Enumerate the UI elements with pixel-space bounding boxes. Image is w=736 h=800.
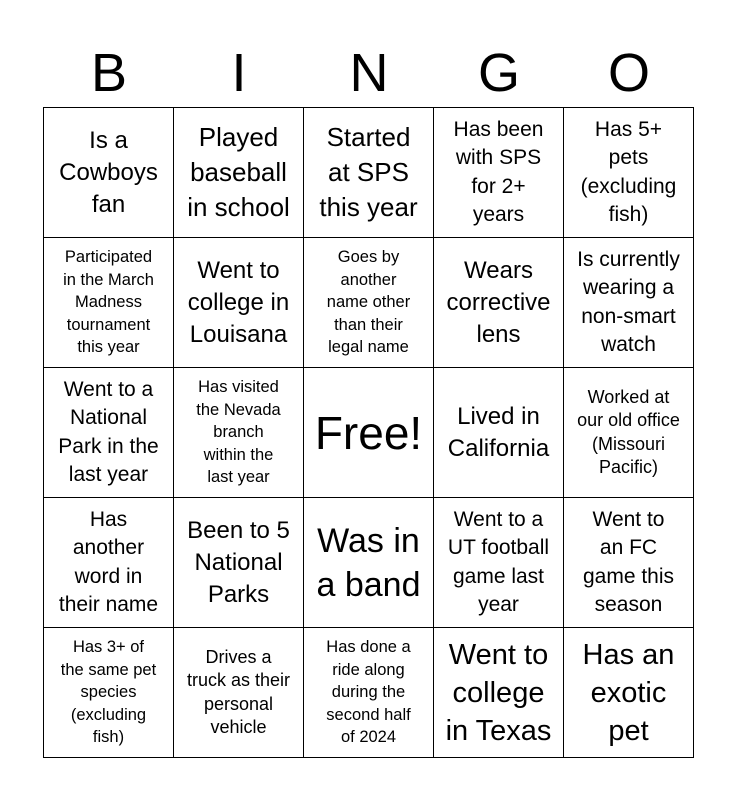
bingo-cell-r1c3[interactable] (304, 108, 434, 238)
bingo-cell-r5c2[interactable] (174, 628, 304, 758)
cell-text: Worked at our old office (Missouri Pacific) (577, 386, 680, 477)
bingo-cell-r3c2[interactable] (174, 368, 304, 498)
bingo-cell-r4c5[interactable] (564, 498, 694, 628)
cell-text: Lived in California (447, 402, 550, 462)
cell-text: Drives a truck as their personal vehicle (186, 646, 291, 737)
cell-text: Went to a National Park in the last year (58, 377, 159, 486)
cell-text: Is a Cowboys fan (59, 126, 158, 218)
bingo-cell-r2c2[interactable] (174, 238, 304, 368)
bingo-cell-r1c4[interactable] (434, 108, 564, 238)
bingo-header (44, 38, 694, 108)
bingo-cell-r2c1[interactable] (44, 238, 174, 368)
bingo-cell-r1c2[interactable] (174, 108, 304, 238)
bingo-cell-r4c3[interactable] (304, 498, 434, 628)
bingo-cell-r5c1[interactable] (44, 628, 174, 758)
cell-text: Went to college in Texas (445, 638, 552, 747)
bingo-cell-r4c2[interactable] (174, 498, 304, 628)
cell-text: Been to 5 National Parks (187, 516, 290, 608)
bingo-cell-r5c3[interactable] (304, 628, 434, 758)
cell-text: Went to an FC game this season (582, 507, 675, 616)
bingo-cell-r4c1[interactable] (44, 498, 174, 628)
cell-text: Wears corrective lens (446, 256, 551, 348)
cell-text: Went to a UT football game last year (447, 507, 550, 616)
cell-text: Was in a band (316, 521, 421, 604)
bingo-cell-r2c5[interactable] (564, 238, 694, 368)
bingo-cell-r1c5[interactable] (564, 108, 694, 238)
bingo-cell-r5c5[interactable] (564, 628, 694, 758)
cell-text: Has been with SPS for 2+ years (453, 117, 544, 226)
cell-text: Has another word in their name (58, 507, 159, 616)
cell-text: Went to college in Louisana (187, 256, 290, 348)
bingo-cell-r3c4[interactable] (434, 368, 564, 498)
cell-text: Goes by another name other than their legal name (326, 248, 411, 357)
header-letter-b: B (90, 43, 128, 103)
cell-text: Is currently wearing a non-smart watch (577, 247, 680, 356)
cell-text: Has 3+ of the same pet species (excluding fish) (60, 638, 157, 747)
bingo-cell-r4c4[interactable] (434, 498, 564, 628)
header-letter-i: I (231, 43, 247, 103)
cell-text: Has an exotic pet (582, 638, 675, 747)
cell-text: Participated in the March Madness tournament this year (63, 248, 154, 357)
bingo-cell-r3c1[interactable] (44, 368, 174, 498)
header-letter-o: O (607, 43, 650, 103)
header-letter-n: N (349, 43, 389, 103)
cell-text: Started at SPS this year (319, 122, 418, 222)
cell-text: Has visited the Nevada branch within the last year (196, 378, 281, 487)
bingo-cell-r1c1[interactable] (44, 108, 174, 238)
bingo-cell-r3c5[interactable] (564, 368, 694, 498)
free-space-text: Free! (314, 406, 423, 459)
cell-text: Played baseball in school (187, 122, 290, 222)
cell-text: Has done a ride along during the second half of 2024 (326, 638, 411, 747)
bingo-cell-r2c4[interactable] (434, 238, 564, 368)
bingo-cell-r2c3[interactable] (304, 238, 434, 368)
header-letter-g: G (477, 43, 520, 103)
bingo-cell-free[interactable] (304, 368, 434, 498)
cell-text: Has 5+ pets (excluding fish) (580, 117, 677, 226)
bingo-cell-r5c4[interactable] (434, 628, 564, 758)
bingo-board (43, 107, 694, 758)
